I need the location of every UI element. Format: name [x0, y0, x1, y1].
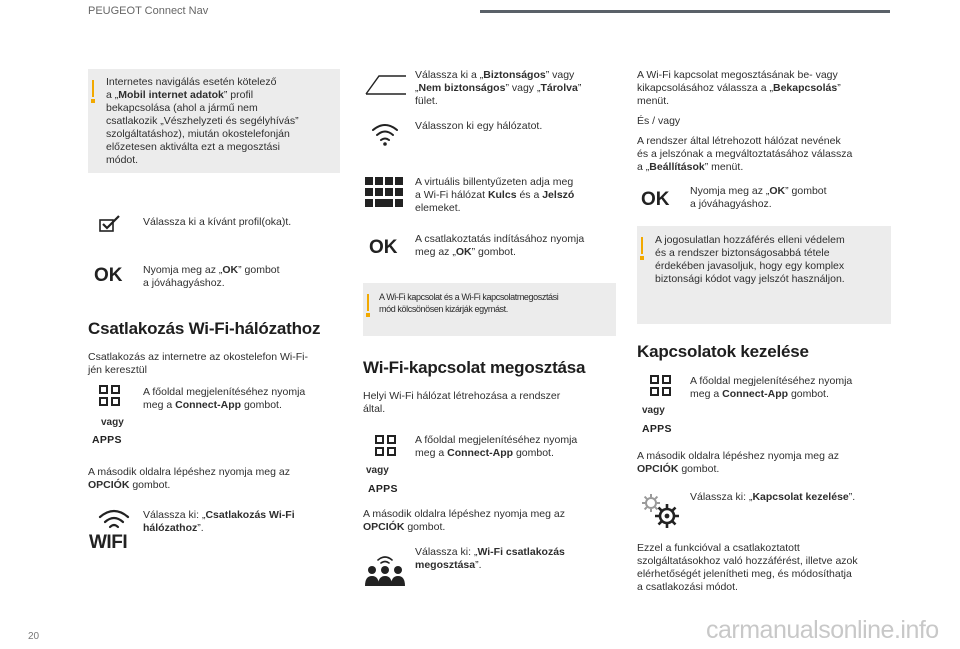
- settings-gears-icon: [641, 492, 681, 530]
- keyboard-icon: [365, 177, 403, 207]
- share-settings-text: A Wi-Fi kapcsolat megosztásának be- vagy kikapcsolásához válassza a „Bekapcsolás” menüt.: [637, 69, 841, 107]
- note-line: módot.: [106, 154, 139, 166]
- note-line: bekapcsolása (ahol a jármű nem: [106, 102, 258, 114]
- network-step-text: Válasszon ki egy hálózatot.: [415, 120, 543, 132]
- ok-step-text: Nyomja meg az „OK” gombot a jóváhagyáshoz.: [143, 264, 280, 289]
- keyboard-step-text: A virtuális billentyűzeten adja meg a Wi-Fi hálózat Kulcs és a Jelszó elemeket.: [415, 176, 575, 214]
- ok-icon: OK: [641, 189, 670, 210]
- or-label: vagy: [366, 465, 389, 476]
- network-wifi-icon: [370, 121, 400, 147]
- section-heading-wifi-connect: Csatlakozás Wi-Fi-hálózathoz: [88, 319, 321, 338]
- exclusive-note: [363, 283, 616, 336]
- note-line: szolgáltatáshoz), miután okostelefonján: [106, 128, 290, 140]
- header-rule: [480, 10, 890, 13]
- profile-check-icon: [99, 214, 121, 232]
- internet-note: [88, 69, 340, 173]
- note-line: mód kölcsönösen kizárják egymást.: [379, 304, 508, 314]
- info-marker: [641, 237, 643, 254]
- wifi-icon: [97, 508, 131, 530]
- info-marker: [92, 80, 94, 97]
- apps-label: APPS: [92, 434, 122, 446]
- ok-step-text: Nyomja meg az „OK” gombot a jóváhagyáshoz.: [690, 185, 827, 210]
- security-note: [637, 226, 891, 324]
- or-label: vagy: [101, 417, 124, 428]
- options-step-text: A második oldalra lépéshez nyomja meg az OPCIÓK gombot.: [637, 450, 839, 475]
- info-marker: [367, 294, 369, 311]
- wifi-step-text: Válassza ki: „Csatlakozás Wi-Fi hálózathoz”.: [143, 509, 295, 534]
- section-heading-wifi-share: Wi-Fi-kapcsolat megosztása: [363, 358, 586, 377]
- share-users-icon: [365, 554, 405, 588]
- manage-step-text: Válassza ki: „Kapcsolat kezelése”.: [690, 491, 856, 503]
- ok-icon: OK: [94, 265, 123, 286]
- home-grid-icon: [98, 384, 122, 408]
- page-number: 20: [28, 631, 40, 642]
- security-step-text: Válassza ki a „Biztonságos” vagy „Nem biztonságos” vagy „Tárolva” fület.: [415, 69, 582, 107]
- note-line: a „Mobil internet adatok” profil: [106, 89, 254, 101]
- and-or-text: És / vagy: [637, 115, 681, 127]
- home-grid-icon: [649, 374, 673, 398]
- note-line: Internetes navigálás esetén kötelező: [106, 76, 277, 88]
- ok-connect-step-text: A csatlakoztatás indításához nyomja meg az „OK” gombot.: [415, 233, 585, 258]
- connect-app-text: A főoldal megjelenítéséhez nyomja meg a Connect-App gombot.: [415, 434, 578, 459]
- security-tab-icon: [365, 74, 407, 96]
- options-step-text: A második oldalra lépéshez nyomja meg az OPCIÓK gombot.: [88, 466, 290, 491]
- wifi-share-intro: Helyi Wi-Fi hálózat létrehozása a rendszer által.: [363, 390, 561, 415]
- note-line: és a rendszer biztonságosabbá tétele: [655, 247, 830, 259]
- options-step-text: A második oldalra lépéshez nyomja meg az OPCIÓK gombot.: [363, 508, 565, 533]
- profile-step-text: Válassza ki a kívánt profil(oka)t.: [143, 216, 292, 228]
- section-heading-manage: Kapcsolatok kezelése: [637, 342, 809, 361]
- note-line: biztonsági kódot vagy jelszót használjon.: [655, 273, 845, 285]
- apps-label: APPS: [642, 423, 672, 435]
- watermark: carmanualsonline.info: [706, 616, 939, 644]
- header-title: PEUGEOT Connect Nav: [88, 5, 209, 17]
- note-line: érdekében javasoljuk, hogy egy komplex: [655, 260, 845, 272]
- note-line: csatlakozik „Vészhelyzeti és segélyhívás”: [106, 115, 299, 127]
- or-label: vagy: [642, 405, 665, 416]
- note-line: előzetesen aktiválta ezt a megosztási: [106, 141, 280, 153]
- connect-app-text: A főoldal megjelenítéséhez nyomja meg a Connect-App gombot.: [690, 375, 853, 400]
- apps-label: APPS: [368, 483, 398, 495]
- ok-icon: OK: [369, 237, 398, 258]
- note-line: A jogosulatlan hozzáférés elleni védelem: [655, 234, 845, 246]
- share-step-text: Válassza ki: „Wi-Fi csatlakozás megosztása”.: [415, 546, 565, 571]
- wifi-connect-intro: Csatlakozás az internetre az okostelefon Wi-Fi- jén keresztül: [88, 351, 309, 376]
- name-settings-text: A rendszer által létrehozott hálózat nevének és a jelszónak a megváltoztatásához válassza a „Beállítások” menüt.: [637, 135, 853, 173]
- wifi-text-icon: WIFI: [89, 532, 128, 553]
- connect-app-text: A főoldal megjelenítéséhez nyomja meg a Connect-App gombot.: [143, 386, 306, 411]
- home-grid-icon: [374, 434, 398, 458]
- manage-outro-text: Ezzel a funkcióval a csatlakoztatott szolgáltatásokhoz való hozzáférést, illetve azok elérhetőségét jelenítheti meg, és módosíthatja a csatlakozási módot.: [637, 542, 858, 593]
- note-line: A Wi-Fi kapcsolat és a Wi-Fi kapcsolatmegosztási: [379, 292, 559, 302]
